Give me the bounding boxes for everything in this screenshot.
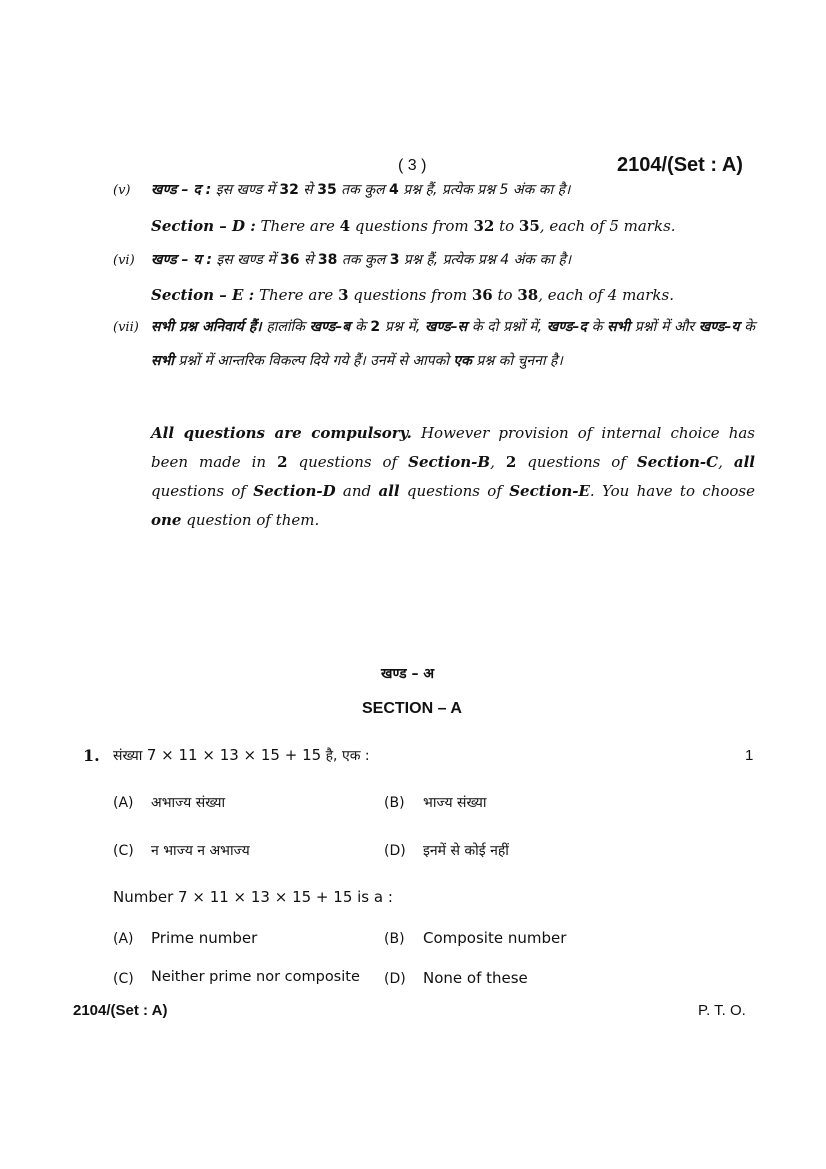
instr-vii-en-t10: question of them. (181, 511, 320, 529)
instr-vi-en-t1: Section – E : (151, 286, 255, 304)
instruction-vii-hindi (151, 310, 755, 378)
instr-vii-hi-t2: के (350, 319, 371, 335)
instr-vii-en-b7: Section-D (253, 482, 336, 500)
instr-vi-hi-t3: से (299, 252, 318, 268)
option-hi-b-text: भाज्य संख्या (423, 795, 487, 811)
instruction-vi-hindi (151, 250, 571, 269)
instr-v-en-n1: 4 (339, 217, 351, 235)
paper-code-footer: 2104/(Set : A) (73, 1002, 168, 1019)
section-title-hindi: खण्ड – अ (381, 666, 435, 682)
instr-vii-en-t9: . You have to choose (589, 482, 756, 500)
instr-vii-en-b4: 2 (505, 453, 517, 471)
instr-vii-hi-b3: 2 (370, 319, 381, 335)
instr-vii-hi-b8: सभी (151, 353, 174, 369)
instruction-vi-number: (vi) (113, 253, 135, 268)
instr-vii-en-t3: , (490, 453, 506, 471)
instr-v-en-t2: There are (255, 217, 340, 235)
question-marks: 1 (745, 747, 754, 764)
instr-v-hi-n3: 4 (389, 182, 399, 198)
option-en-b-text: Composite number (423, 929, 567, 947)
instr-v-en-t3: questions from (350, 217, 474, 235)
instr-vii-en-t4: questions of (516, 453, 637, 471)
instr-vi-en-n1: 3 (338, 286, 349, 304)
instr-vii-hi-t3: प्रश्न में, (380, 319, 426, 335)
instr-v-hi-n1: 32 (279, 182, 299, 198)
instr-vii-hi-b2: खण्ड–ब (309, 319, 351, 335)
instr-vi-en-n3: 38 (517, 286, 539, 304)
question-number: 1. (83, 746, 100, 765)
instr-vii-hi-b4: खण्ड–स (425, 319, 468, 335)
instr-v-en-t4: to (494, 217, 519, 235)
instr-v-en-t5: , each of 5 marks. (539, 217, 676, 235)
instr-vi-hi-t4: तक कुल (337, 252, 390, 268)
option-hi-a-key: (A) (113, 795, 134, 811)
instr-v-hi-n2: 35 (317, 182, 337, 198)
question-en-suffix: is a : (357, 888, 393, 906)
option-hi-d-key: (D) (384, 843, 406, 859)
question-hi-suffix: है, एक : (325, 748, 370, 764)
instr-vi-hi-n1: 36 (280, 252, 300, 268)
instr-vii-en-b1: All questions are compulsory. (151, 424, 412, 442)
question-hi-prefix: संख्या (113, 748, 143, 764)
instr-vii-en-t8: questions of (399, 482, 510, 500)
instr-vii-en-b6: all (733, 453, 755, 471)
instr-vi-en-t3: questions from (348, 286, 472, 304)
instr-vii-hi-t4: के दो प्रश्नों में, (467, 319, 547, 335)
instr-vii-hi-t6: प्रश्नों में और (630, 319, 699, 335)
instr-vi-en-t4: to (492, 286, 518, 304)
question-hi-expression: 7 × 11 × 13 × 15 + 15 (146, 746, 322, 764)
instr-v-en-n3: 35 (518, 217, 540, 235)
instr-vii-hi-t1: हालांकि (261, 319, 310, 335)
option-hi-a-text: अभाज्य संख्या (151, 795, 226, 811)
instr-v-hi-t5: प्रश्न हैं, प्रत्येक प्रश्न 5 अंक का है। (398, 182, 571, 198)
option-en-c-text: Neither prime nor composite (151, 969, 360, 985)
option-en-d-text: None of these (423, 969, 528, 987)
question-en-prefix: Number (113, 888, 174, 906)
option-en-a-text: Prime number (151, 929, 258, 947)
instruction-v-english (151, 217, 676, 235)
instr-vii-en-b8: all (378, 482, 400, 500)
instr-vii-hi-b7: खण्ड–य (698, 319, 740, 335)
instr-vii-en-t2: questions of (287, 453, 409, 471)
instruction-vi-english (151, 286, 674, 304)
instr-vi-hi-n3: 3 (389, 252, 400, 268)
section-title-english: SECTION – A (362, 700, 462, 717)
page-number: ( 3 ) (398, 157, 427, 174)
instr-vii-hi-t7: के (739, 319, 756, 335)
instr-vii-hi-t8: प्रश्नों में आन्तरिक विकल्प दिये गये हैं। उनमें से आपको (173, 353, 454, 369)
instr-vii-en-b2: 2 (277, 453, 288, 471)
instr-vii-hi-t9: प्रश्न को चुनना है। (471, 353, 563, 369)
instr-vii-en-b9: Section-E (509, 482, 590, 500)
instr-vii-en-b10: one (151, 511, 182, 529)
option-hi-d-text: इनमें से कोई नहीं (423, 843, 509, 859)
instr-vi-hi-t5: प्रश्न हैं, प्रत्येक प्रश्न 4 अंक का है। (399, 252, 572, 268)
option-en-d-key: (D) (384, 971, 406, 987)
instr-vii-hi-b1: सभी प्रश्न अनिवार्य हैं। (151, 319, 262, 335)
option-en-b-key: (B) (384, 931, 405, 947)
option-hi-c-key: (C) (113, 843, 134, 859)
instr-vi-hi-n2: 38 (317, 252, 338, 268)
instr-v-en-t1: Section – D : (151, 217, 256, 235)
instr-vii-en-t1: However provision of internal choice has been made in (151, 424, 755, 471)
instr-v-en-n2: 32 (473, 217, 495, 235)
instr-vi-en-t2: There are (254, 286, 339, 304)
instruction-vii-number: (vii) (113, 320, 139, 335)
option-en-a-key: (A) (113, 931, 134, 947)
instr-vi-en-n2: 36 (471, 286, 493, 304)
question-english (113, 888, 393, 906)
instr-vii-hi-t5: के (586, 319, 608, 335)
instruction-v-hindi (151, 180, 570, 199)
instr-vii-en-b3: Section-B (408, 453, 491, 471)
instr-vi-en-t5: , each of 4 marks. (538, 286, 674, 304)
instr-vii-hi-b6: सभी (607, 319, 631, 335)
option-hi-c-text: न भाज्य न अभाज्य (151, 843, 250, 859)
question-en-expression: 7 × 11 × 13 × 15 + 15 (178, 888, 353, 906)
instr-vii-en-b5: Section-C (636, 453, 719, 471)
instr-vi-hi-t1: खण्ड – य : (151, 252, 212, 268)
instr-vii-en-t7: and (335, 482, 379, 500)
instr-v-hi-t4: तक कुल (336, 182, 390, 198)
instr-v-hi-t1: खण्ड – द : (151, 182, 212, 198)
option-hi-b-key: (B) (384, 795, 405, 811)
paper-code-header: 2104/(Set : A) (617, 154, 743, 176)
instr-vii-en-t5: , (718, 453, 734, 471)
pto-label: P. T. O. (698, 1002, 746, 1019)
instr-vi-hi-t2: इस खण्ड में (211, 252, 281, 268)
instr-vii-hi-b9: एक (453, 353, 472, 369)
instr-vii-en-t6: questions of (151, 482, 254, 500)
instruction-v-number: (v) (113, 183, 131, 198)
question-hindi (113, 746, 370, 765)
instr-v-hi-t3: से (298, 182, 318, 198)
instr-v-hi-t2: इस खण्ड में (211, 182, 280, 198)
option-en-c-key: (C) (113, 971, 134, 987)
instr-vii-hi-b5: खण्ड–द (546, 319, 587, 335)
instruction-vii-english (151, 419, 755, 535)
